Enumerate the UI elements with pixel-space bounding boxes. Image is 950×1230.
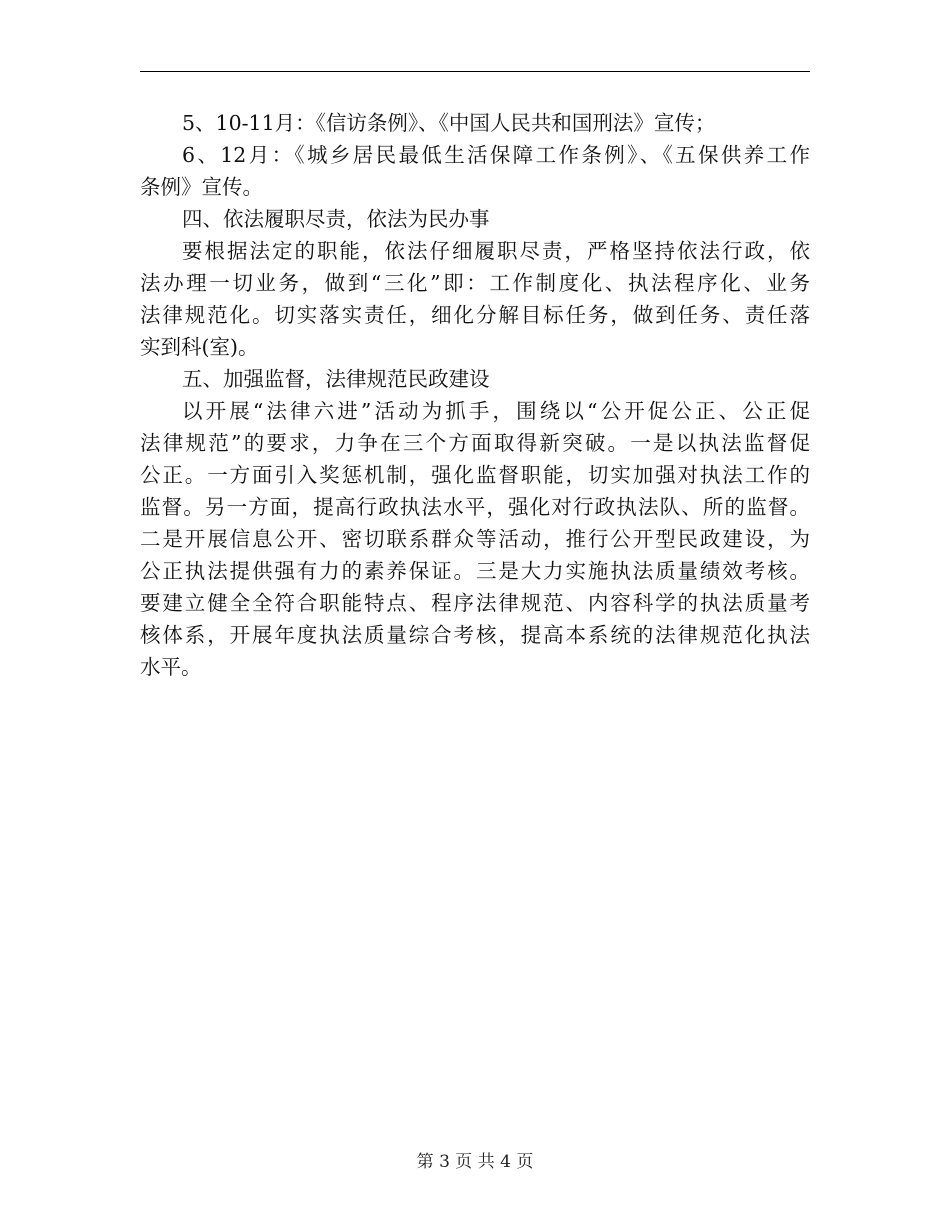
document-line: 公正。一方面引入奖惩机制，强化监督职能，切实加强对执法工作的 bbox=[140, 463, 810, 487]
document-line: 监督。另一方面，提高行政执法水平，强化对行政执法队、所的监督。 bbox=[140, 495, 810, 519]
document-line: 水平。 bbox=[140, 655, 202, 679]
document-line: 以开展“法律六进”活动为抓手，围绕以“公开促公正、公正促 bbox=[182, 399, 810, 423]
document-body bbox=[140, 107, 810, 683]
header-rule bbox=[140, 71, 810, 72]
page-number-footer: 第 3 页 共 4 页 bbox=[416, 1152, 534, 1172]
document-line: 要建立健全全符合职能特点、程序法律规范、内容科学的执法质量考 bbox=[140, 591, 810, 615]
document-line: 法律规范”的要求，力争在三个方面取得新突破。一是以执法监督促 bbox=[140, 431, 810, 455]
section-heading: 四、依法履职尽责，依法为民办事 bbox=[182, 207, 490, 231]
document-line: 法律规范化。切实落实责任，细化分解目标任务，做到任务、责任落 bbox=[140, 303, 810, 327]
document-line: 5、10-11月：《信访条例》、《中国人民共和国刑法》宣传； bbox=[182, 111, 716, 135]
document-line: 实到科(室)。 bbox=[140, 335, 259, 359]
document-line: 要根据法定的职能，依法仔细履职尽责，严格坚持依法行政，依 bbox=[182, 239, 810, 263]
document-line: 公正执法提供强有力的素养保证。三是大力实施执法质量绩效考核。 bbox=[140, 559, 810, 583]
document-line: 二是开展信息公开、密切联系群众等活动，推行公开型民政建设，为 bbox=[140, 527, 810, 551]
document-line: 6、12月：《城乡居民最低生活保障工作条例》、《五保供养工作 bbox=[182, 143, 810, 167]
document-line: 条例》宣传。 bbox=[140, 175, 263, 199]
document-line: 法办理一切业务，做到“三化”即：工作制度化、执法程序化、业务 bbox=[140, 271, 810, 295]
document-line: 核体系，开展年度执法质量综合考核，提高本系统的法律规范化执法 bbox=[140, 623, 810, 647]
section-heading: 五、加强监督，法律规范民政建设 bbox=[182, 367, 490, 391]
